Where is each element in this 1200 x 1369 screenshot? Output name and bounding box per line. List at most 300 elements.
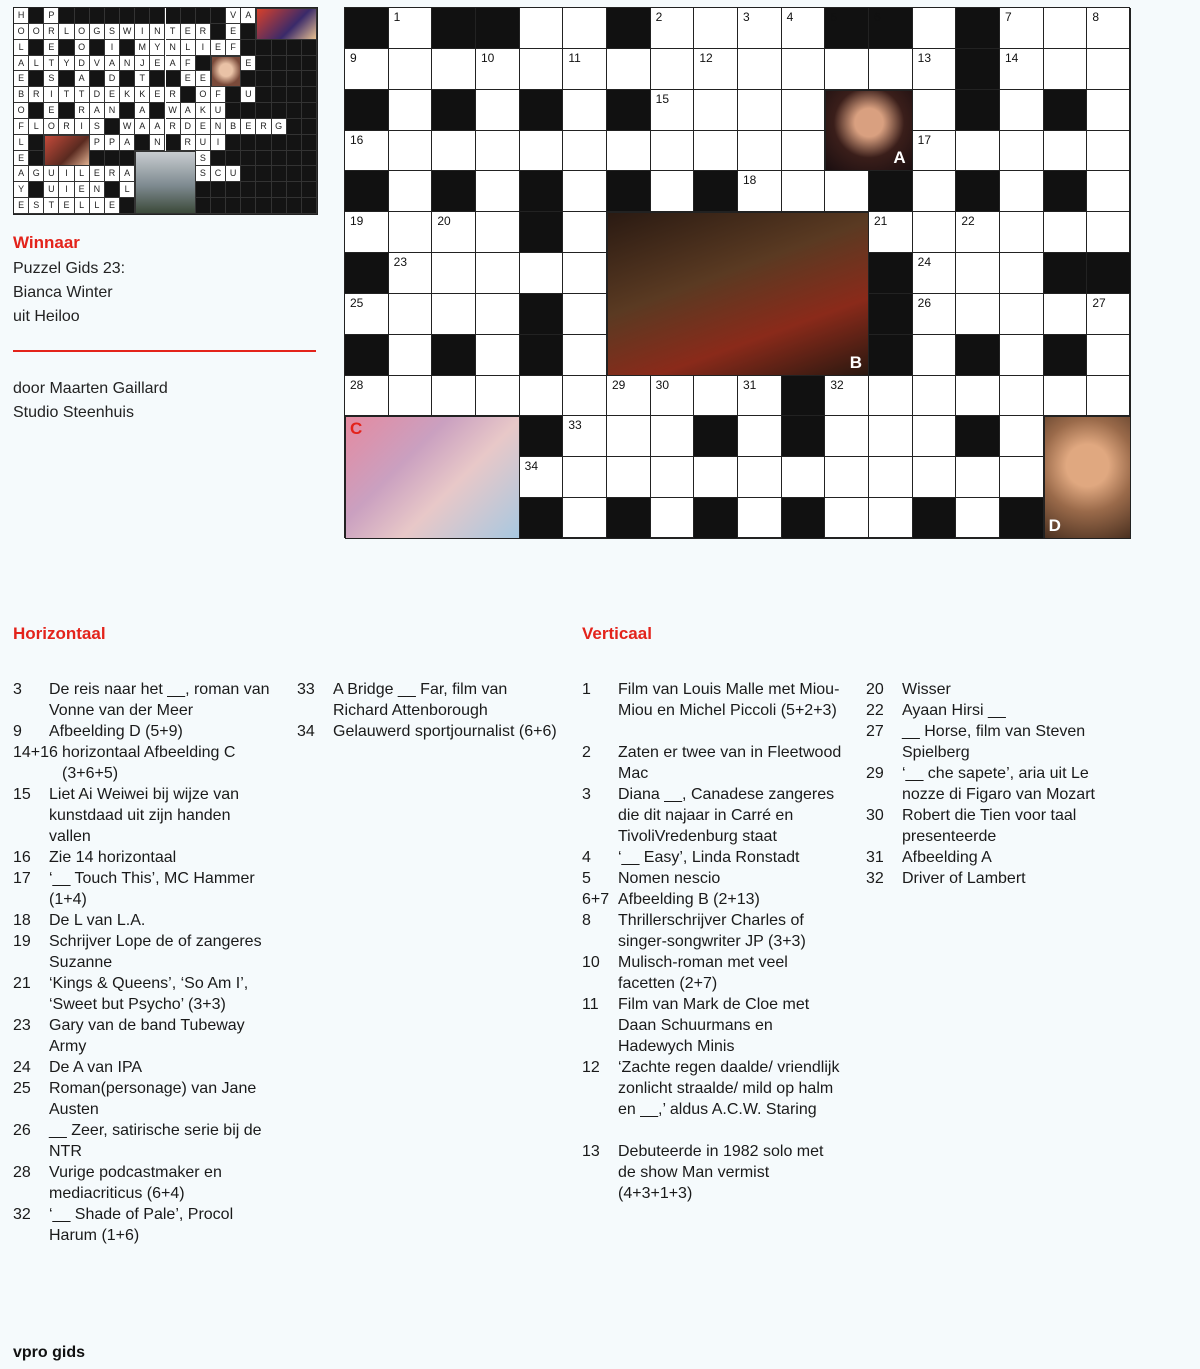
clue-number: 5 <box>582 870 591 887</box>
grid-cell[interactable] <box>956 131 1000 172</box>
grid-cell[interactable] <box>913 294 957 335</box>
grid-cell[interactable] <box>563 253 607 294</box>
solution-cell <box>120 103 135 119</box>
solution-cell: G <box>272 119 287 135</box>
grid-cell[interactable] <box>476 253 520 294</box>
solution-cell <box>90 8 105 24</box>
grid-cell[interactable] <box>651 49 695 90</box>
cell-number: 32 <box>830 377 844 392</box>
grid-cell[interactable] <box>1000 416 1044 457</box>
grid-cell[interactable] <box>1087 335 1131 376</box>
solution-cell <box>150 8 165 24</box>
solution-cell <box>166 8 181 24</box>
grid-cell[interactable] <box>956 498 1000 539</box>
grid-cell[interactable] <box>1000 253 1044 294</box>
solution-cell: G <box>29 166 44 182</box>
solution-cell: I <box>105 40 120 56</box>
grid-cell[interactable] <box>782 171 826 212</box>
clue-text: Gelauwerd sportjournalist (6+6) <box>333 723 557 740</box>
grid-cell[interactable] <box>869 457 913 498</box>
cell-number: 1 <box>393 10 401 24</box>
grid-cell[interactable] <box>651 8 695 49</box>
solution-cell: L <box>29 119 44 135</box>
horizontaal-clue <box>13 679 273 721</box>
grid-cell[interactable] <box>738 90 782 131</box>
grid-cell[interactable] <box>563 498 607 539</box>
grid-cell[interactable] <box>1000 49 1044 90</box>
grid-cell[interactable] <box>345 212 389 253</box>
grid-cell[interactable] <box>738 376 782 417</box>
solution-cell <box>90 40 105 56</box>
grid-cell[interactable] <box>432 253 476 294</box>
grid-cell[interactable] <box>607 457 651 498</box>
clue-number: 12 <box>582 1059 600 1076</box>
clue-number: 3 <box>582 786 591 803</box>
solution-cell <box>302 151 317 167</box>
cell-number: 12 <box>699 50 713 65</box>
clue-number: 29 <box>866 765 884 782</box>
grid-cell[interactable] <box>432 294 476 335</box>
grid-cell[interactable] <box>738 171 782 212</box>
cell-number: 2 <box>655 10 663 24</box>
grid-cell[interactable] <box>913 376 957 417</box>
grid-cell[interactable] <box>432 376 476 417</box>
grid-cell[interactable] <box>389 212 433 253</box>
grid-cell[interactable] <box>738 131 782 172</box>
grid-cell[interactable] <box>563 457 607 498</box>
grid-cell[interactable] <box>913 457 957 498</box>
grid-cell[interactable] <box>913 49 957 90</box>
solution-cell: E <box>150 87 165 103</box>
solution-cell: Y <box>14 182 29 198</box>
clue-number: 31 <box>866 849 884 866</box>
grid-cell[interactable] <box>869 49 913 90</box>
grid-cell[interactable] <box>1087 131 1131 172</box>
solution-cell <box>272 198 287 214</box>
grid-cell[interactable] <box>651 131 695 172</box>
divider <box>13 350 316 352</box>
grid-cell[interactable] <box>913 171 957 212</box>
grid-cell[interactable] <box>825 376 869 417</box>
grid-cell[interactable] <box>563 212 607 253</box>
solution-cell <box>256 56 271 72</box>
cell-number: 8 <box>1092 10 1100 24</box>
grid-cell[interactable] <box>432 49 476 90</box>
solution-cell: W <box>120 119 135 135</box>
solution-cell <box>241 24 256 40</box>
solution-photo <box>256 8 317 40</box>
block-cell <box>345 90 389 131</box>
verticaal-clue <box>866 847 1126 868</box>
cell-number: 25 <box>350 295 364 310</box>
photo-d-label: D <box>1048 515 1061 535</box>
solution-cell: W <box>166 103 181 119</box>
clue-text: De A van IPA <box>49 1059 143 1076</box>
clue-text: Debuteerde in 1982 solo met de show Man vermist (4+3+1+3) <box>618 1143 824 1202</box>
winner-line-1: Puzzel Gids 23: <box>13 260 126 277</box>
clue-text: Liet Ai Weiwei bij wijze van kunstdaad uit zijn handen vallen <box>49 786 240 845</box>
solution-cell: T <box>59 87 74 103</box>
grid-cell[interactable] <box>476 212 520 253</box>
grid-cell[interactable] <box>782 131 826 172</box>
block-cell <box>913 498 957 539</box>
grid-cell[interactable] <box>476 49 520 90</box>
solution-cell <box>302 166 317 182</box>
grid-cell[interactable] <box>913 335 957 376</box>
grid-cell[interactable] <box>782 457 826 498</box>
grid-cell[interactable] <box>389 49 433 90</box>
grid-cell[interactable] <box>345 376 389 417</box>
grid-cell[interactable] <box>1087 294 1131 335</box>
solution-cell: D <box>181 119 196 135</box>
grid-cell[interactable] <box>389 376 433 417</box>
clue-number: 10 <box>582 954 600 971</box>
clue-number: 2 <box>582 744 591 761</box>
grid-cell[interactable] <box>1000 212 1044 253</box>
grid-cell[interactable] <box>520 457 564 498</box>
clue-number: 34 <box>297 723 315 740</box>
solution-cell: R <box>44 24 59 40</box>
solution-cell <box>287 182 302 198</box>
grid-cell[interactable] <box>1087 8 1131 49</box>
grid-cell[interactable] <box>563 376 607 417</box>
solution-cell <box>59 103 74 119</box>
block-cell <box>782 416 826 457</box>
grid-cell[interactable] <box>825 171 869 212</box>
solution-cell: L <box>59 24 74 40</box>
clue-number: 30 <box>866 807 884 824</box>
grid-cell[interactable] <box>651 171 695 212</box>
grid-cell[interactable] <box>1000 335 1044 376</box>
grid-cell[interactable] <box>389 294 433 335</box>
block-cell <box>956 171 1000 212</box>
grid-cell[interactable] <box>869 376 913 417</box>
grid-cell[interactable] <box>563 294 607 335</box>
solution-cell <box>29 8 44 24</box>
grid-cell[interactable] <box>1044 8 1088 49</box>
grid-cell[interactable] <box>869 212 913 253</box>
grid-cell[interactable] <box>520 253 564 294</box>
grid-cell[interactable] <box>476 90 520 131</box>
solution-cell: Y <box>150 40 165 56</box>
grid-cell[interactable] <box>913 90 957 131</box>
block-cell <box>607 498 651 539</box>
grid-cell[interactable] <box>389 90 433 131</box>
verticaal-clue <box>866 679 1126 700</box>
grid-cell[interactable] <box>651 376 695 417</box>
grid-cell[interactable] <box>1000 131 1044 172</box>
grid-cell[interactable] <box>1000 8 1044 49</box>
solution-cell <box>29 40 44 56</box>
grid-cell[interactable] <box>563 171 607 212</box>
grid-cell[interactable] <box>956 253 1000 294</box>
cell-number: 30 <box>655 377 670 392</box>
solution-cell: F <box>14 119 29 135</box>
solution-cell <box>135 135 150 151</box>
cell-number: 34 <box>524 459 539 474</box>
grid-cell[interactable] <box>694 376 738 417</box>
grid-cell[interactable] <box>345 49 389 90</box>
cell-number: 15 <box>655 91 670 106</box>
grid-cell[interactable] <box>738 457 782 498</box>
solution-cell: N <box>120 56 135 72</box>
clue-text: Ayaan Hirsi __ <box>902 702 1006 719</box>
grid-cell[interactable] <box>825 49 869 90</box>
solution-cell <box>256 151 271 167</box>
solution-cell: L <box>14 40 29 56</box>
grid-cell[interactable] <box>345 294 389 335</box>
grid-cell[interactable] <box>389 131 433 172</box>
grid-cell[interactable] <box>651 416 695 457</box>
grid-cell[interactable] <box>563 131 607 172</box>
horizontaal-clue <box>13 1078 273 1120</box>
grid-cell[interactable] <box>956 212 1000 253</box>
verticaal-clue <box>582 679 842 742</box>
grid-cell[interactable] <box>1087 376 1131 417</box>
solution-cell <box>256 135 271 151</box>
verticaal-clue <box>582 847 842 868</box>
clue-text: Gary van de band Tubeway Army <box>49 1017 245 1055</box>
grid-cell[interactable] <box>782 8 826 49</box>
cell-number: 23 <box>393 255 408 270</box>
solution-cell <box>256 40 271 56</box>
grid-cell[interactable] <box>476 131 520 172</box>
grid-cell[interactable] <box>520 8 564 49</box>
block-cell <box>869 253 913 294</box>
block-cell <box>694 498 738 539</box>
solution-photo <box>44 135 89 167</box>
grid-cell[interactable] <box>651 457 695 498</box>
clue-text: ‘__ Easy’, Linda Ronstadt <box>618 849 800 866</box>
grid-cell[interactable] <box>913 212 957 253</box>
cell-number: 16 <box>350 132 364 147</box>
grid-cell[interactable] <box>1044 212 1088 253</box>
grid-cell[interactable] <box>563 90 607 131</box>
grid-cell[interactable] <box>1000 457 1044 498</box>
solution-cell: S <box>196 151 211 167</box>
grid-cell[interactable] <box>607 131 651 172</box>
solution-cell: E <box>44 40 59 56</box>
grid-cell[interactable] <box>913 253 957 294</box>
clue-text: ‘Kings & Queens’, ‘So Am I’, ‘Sweet but Psycho’ (3+3) <box>49 975 249 1013</box>
grid-cell[interactable] <box>389 253 433 294</box>
grid-cell[interactable] <box>563 8 607 49</box>
block-cell <box>1044 253 1088 294</box>
grid-cell[interactable] <box>694 457 738 498</box>
clue-number: 16 <box>13 849 31 866</box>
block-cell <box>956 335 1000 376</box>
solution-cell <box>302 87 317 103</box>
grid-cell[interactable] <box>694 49 738 90</box>
grid-cell[interactable] <box>476 171 520 212</box>
clue-text: Wisser <box>902 681 951 698</box>
clue-number: 32 <box>13 1206 31 1223</box>
grid-cell[interactable] <box>738 416 782 457</box>
grid-cell[interactable] <box>1087 49 1131 90</box>
grid-cell[interactable] <box>1044 49 1088 90</box>
solution-cell <box>196 56 211 72</box>
verticaal-clue <box>866 805 1126 847</box>
grid-cell[interactable] <box>476 294 520 335</box>
photo-c <box>345 416 520 539</box>
solution-cell: N <box>211 119 226 135</box>
solution-cell: O <box>14 103 29 119</box>
solution-cell: I <box>196 40 211 56</box>
solution-cell: K <box>135 87 150 103</box>
photo-c-label: C <box>350 419 363 439</box>
block-cell <box>432 8 476 49</box>
solution-cell <box>226 182 241 198</box>
grid-cell[interactable] <box>913 416 957 457</box>
block-cell <box>607 171 651 212</box>
solution-cell <box>120 8 135 24</box>
grid-cell[interactable] <box>389 335 433 376</box>
horizontaal-clue <box>13 868 273 910</box>
grid-cell[interactable] <box>389 171 433 212</box>
grid-cell[interactable] <box>869 416 913 457</box>
block-cell <box>345 335 389 376</box>
grid-cell[interactable] <box>607 416 651 457</box>
solution-cell <box>272 135 287 151</box>
block-cell <box>869 8 913 49</box>
grid-cell[interactable] <box>607 376 651 417</box>
solution-cell <box>287 151 302 167</box>
grid-cell[interactable] <box>782 49 826 90</box>
solution-cell <box>226 103 241 119</box>
solution-cell <box>272 103 287 119</box>
grid-cell[interactable] <box>869 498 913 539</box>
grid-cell[interactable] <box>651 90 695 131</box>
clue-number: 20 <box>866 681 884 698</box>
clue-number: 33 <box>297 681 315 698</box>
grid-cell[interactable] <box>476 376 520 417</box>
solution-cell <box>196 8 211 24</box>
solution-cell <box>105 8 120 24</box>
solution-cell <box>256 103 271 119</box>
solution-cell: O <box>44 119 59 135</box>
grid-cell[interactable] <box>738 498 782 539</box>
solution-cell <box>29 182 44 198</box>
brand-logo: vpro gids <box>13 1344 86 1361</box>
grid-cell[interactable] <box>1000 294 1044 335</box>
grid-cell[interactable] <box>520 49 564 90</box>
solution-cell: N <box>90 182 105 198</box>
solution-cell <box>287 103 302 119</box>
grid-cell[interactable] <box>345 131 389 172</box>
grid-cell[interactable] <box>1087 212 1131 253</box>
clue-text: Zaten er twee van in Fleetwood Mac <box>618 744 842 782</box>
grid-cell[interactable] <box>825 416 869 457</box>
grid-cell[interactable] <box>607 49 651 90</box>
solution-cell <box>256 182 271 198</box>
grid-cell[interactable] <box>738 8 782 49</box>
grid-cell[interactable] <box>432 212 476 253</box>
solution-cell <box>120 151 135 167</box>
grid-cell[interactable] <box>782 90 826 131</box>
solution-cell: I <box>59 182 74 198</box>
grid-cell[interactable] <box>694 8 738 49</box>
grid-cell[interactable] <box>738 49 782 90</box>
solution-cell: A <box>120 166 135 182</box>
grid-cell[interactable] <box>651 498 695 539</box>
grid-cell[interactable] <box>1044 294 1088 335</box>
solution-cell <box>241 198 256 214</box>
grid-cell[interactable] <box>1087 90 1131 131</box>
solution-cell: N <box>166 40 181 56</box>
solution-cell <box>135 8 150 24</box>
grid-cell[interactable] <box>563 416 607 457</box>
horizontaal-clue <box>13 931 273 973</box>
grid-cell[interactable] <box>520 376 564 417</box>
grid-cell[interactable] <box>913 8 957 49</box>
grid-cell[interactable] <box>563 335 607 376</box>
solution-cell: G <box>90 24 105 40</box>
grid-cell[interactable] <box>913 131 957 172</box>
clue-number: 13 <box>582 1143 600 1160</box>
grid-cell[interactable] <box>432 131 476 172</box>
solution-cell: U <box>196 135 211 151</box>
cell-number: 7 <box>1005 10 1012 24</box>
verticaal-clue <box>866 763 1126 805</box>
block-cell <box>956 90 1000 131</box>
clue-number: 24 <box>13 1059 31 1076</box>
grid-cell[interactable] <box>1087 171 1131 212</box>
grid-cell[interactable] <box>694 90 738 131</box>
cell-number: 5 <box>830 10 838 24</box>
grid-cell[interactable] <box>1044 376 1088 417</box>
grid-cell[interactable] <box>1044 131 1088 172</box>
grid-cell[interactable] <box>825 457 869 498</box>
solution-cell <box>287 87 302 103</box>
grid-cell[interactable] <box>956 294 1000 335</box>
grid-cell[interactable] <box>1000 171 1044 212</box>
grid-cell[interactable] <box>956 376 1000 417</box>
solution-cell <box>166 135 181 151</box>
grid-cell[interactable] <box>1000 376 1044 417</box>
grid-cell[interactable] <box>1000 90 1044 131</box>
solution-cell <box>272 40 287 56</box>
credit-studio: Studio Steenhuis <box>13 404 134 421</box>
horizontaal-clue <box>13 1162 273 1204</box>
solution-cell <box>211 151 226 167</box>
grid-cell[interactable] <box>694 131 738 172</box>
grid-cell[interactable] <box>956 457 1000 498</box>
solution-cell: N <box>150 135 165 151</box>
solution-cell: E <box>14 151 29 167</box>
block-cell <box>1000 498 1044 539</box>
solution-cell: K <box>120 87 135 103</box>
verticaal-clue <box>866 868 1126 889</box>
grid-cell[interactable] <box>825 498 869 539</box>
block-cell <box>607 8 651 49</box>
solution-cell <box>241 40 256 56</box>
crossword-grid <box>344 7 1130 538</box>
horizontaal-clue <box>13 1120 273 1162</box>
solution-cell <box>287 56 302 72</box>
clue-number: 27 <box>866 723 884 740</box>
grid-cell[interactable] <box>520 131 564 172</box>
clue-text: __ Zeer, satirische serie bij de NTR <box>49 1122 262 1160</box>
grid-cell[interactable] <box>563 49 607 90</box>
grid-cell[interactable] <box>389 8 433 49</box>
solution-cell: S <box>196 166 211 182</box>
grid-cell[interactable] <box>476 335 520 376</box>
solution-cell: I <box>44 87 59 103</box>
solution-cell <box>287 198 302 214</box>
solution-cell: Y <box>59 56 74 72</box>
clue-number: 19 <box>13 933 31 950</box>
clue-number: 4 <box>582 849 591 866</box>
